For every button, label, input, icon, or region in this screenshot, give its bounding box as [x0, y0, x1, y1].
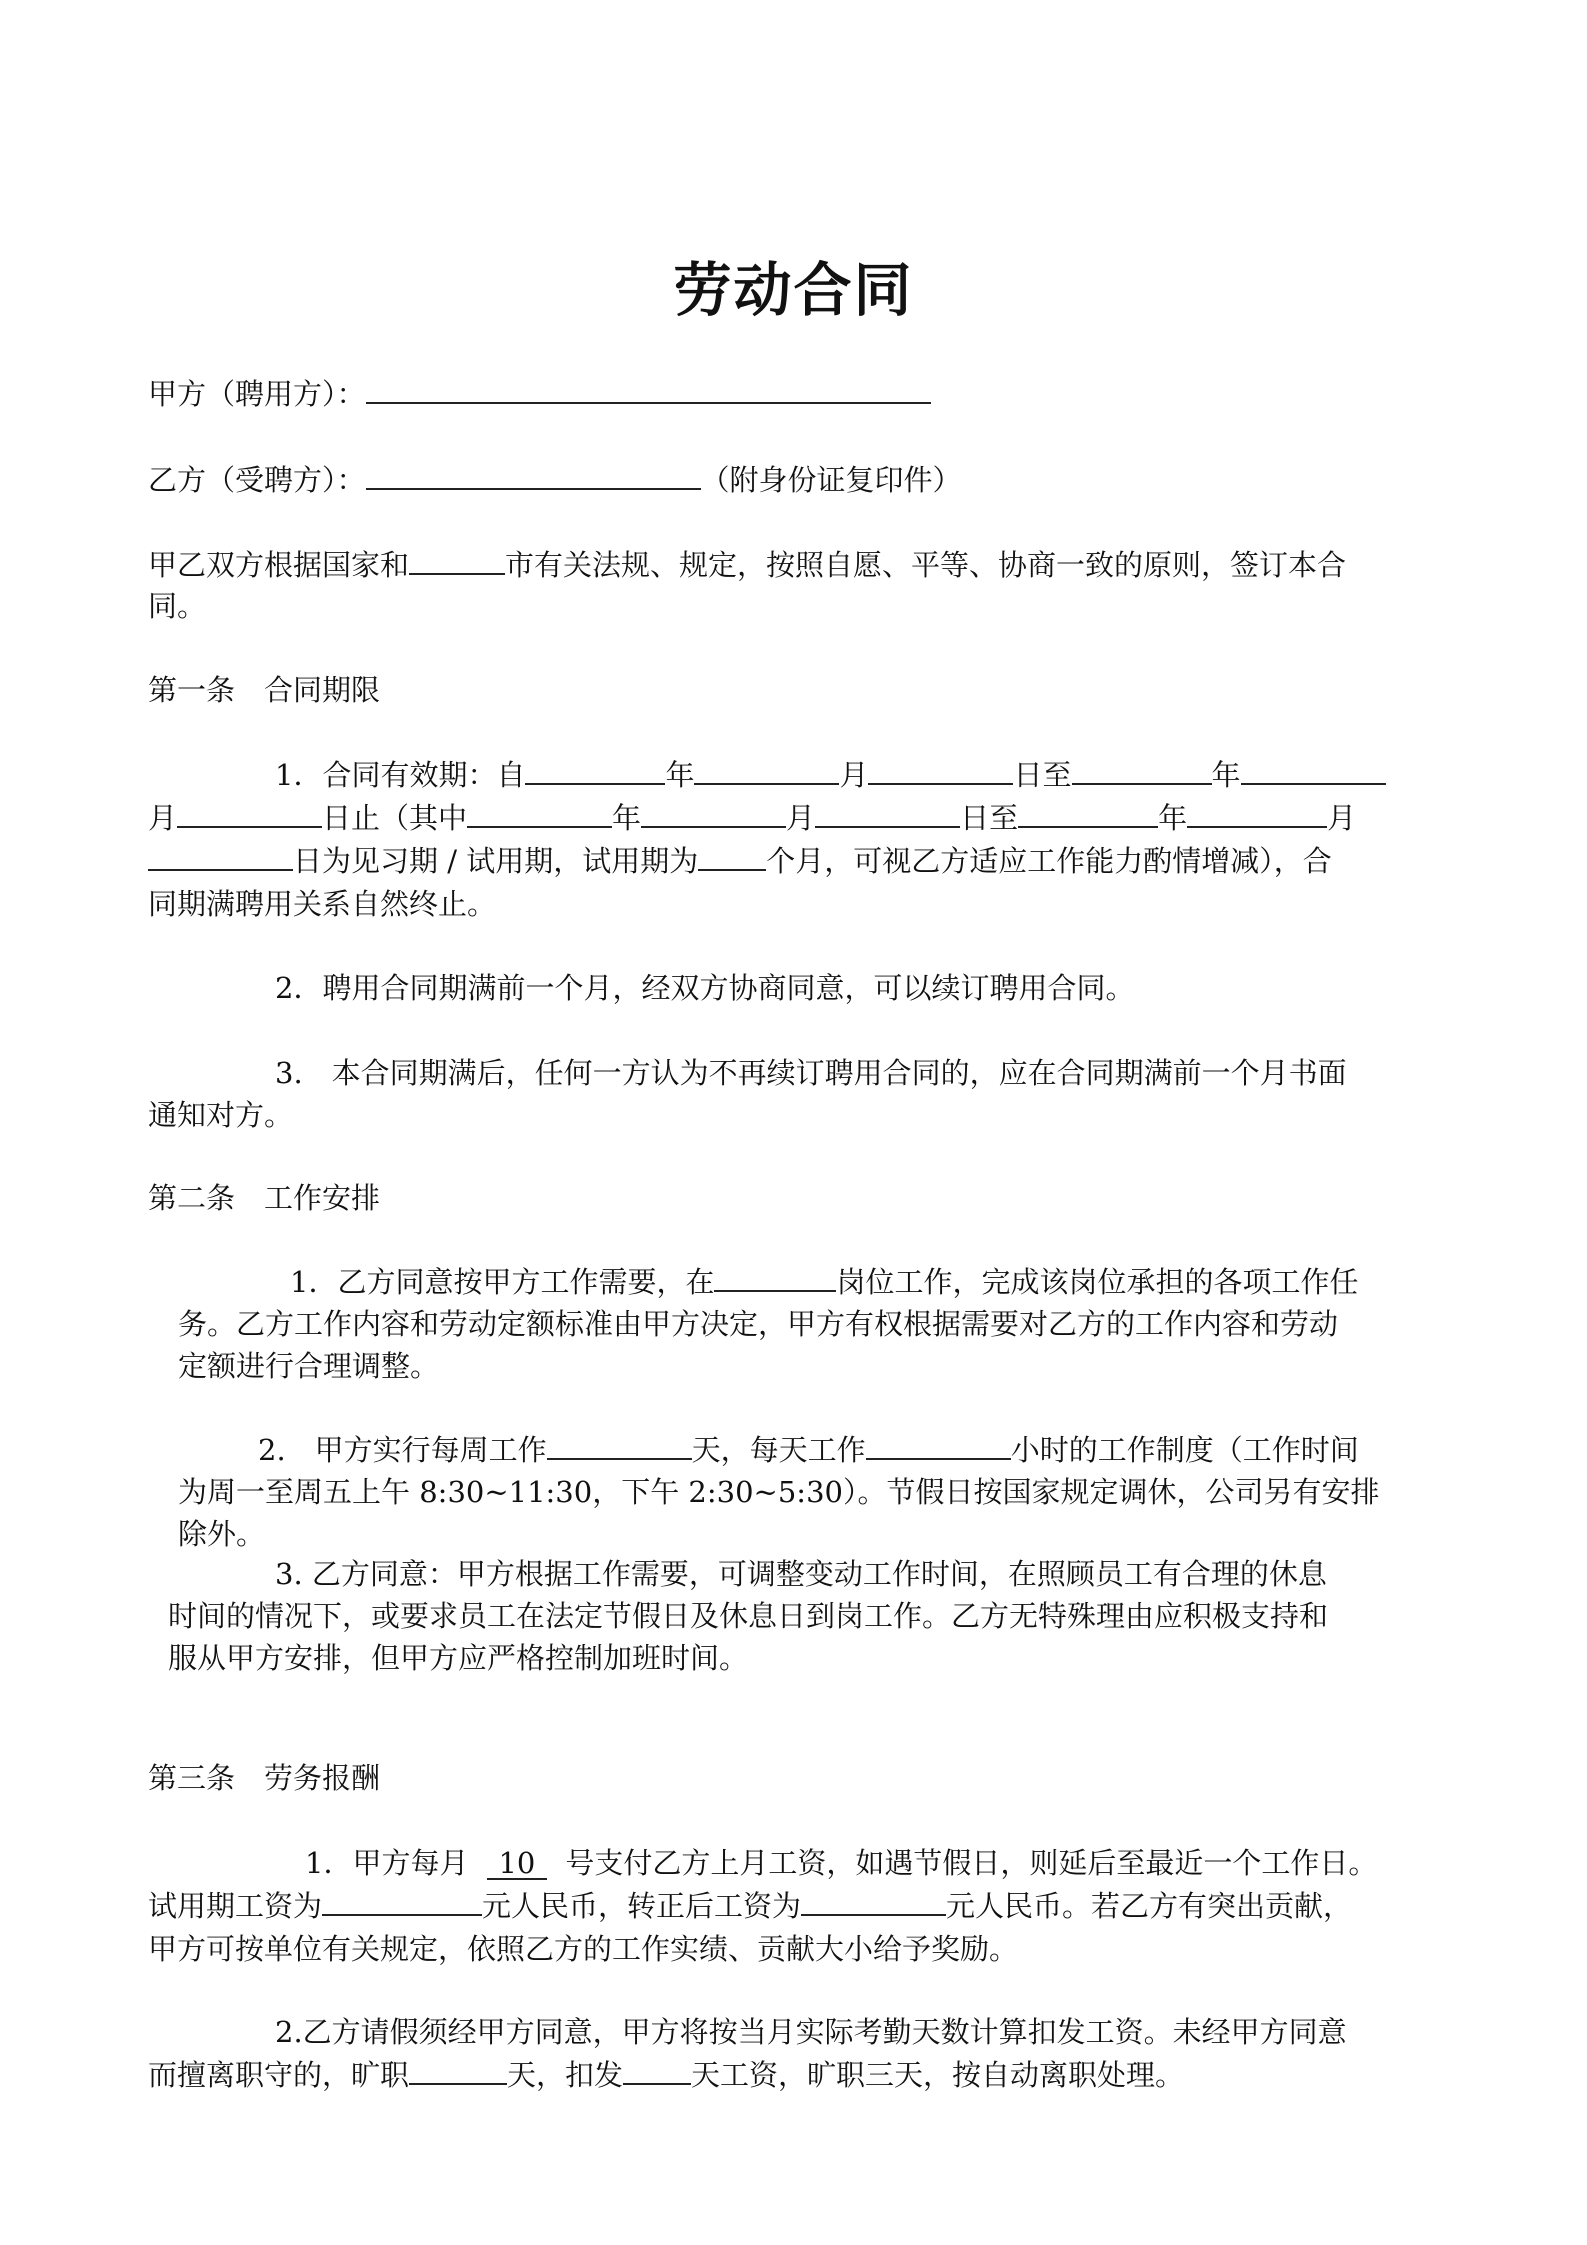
- deduct-days-blank[interactable]: [623, 2057, 691, 2085]
- pay-day-value[interactable]: 10: [487, 1848, 547, 1880]
- trial-start-year-blank[interactable]: [467, 800, 612, 828]
- article-2-heading: 第二条 工作安排: [148, 1181, 381, 1215]
- document-title: 劳动合同: [673, 256, 914, 324]
- trial-start-month-blank[interactable]: [641, 800, 786, 828]
- end-day-blank[interactable]: [177, 800, 322, 828]
- start-day-blank[interactable]: [868, 757, 1013, 785]
- article-2-p1-line-1: 1．乙方同意按甲方工作需要，在 岗位工作，完成该岗位承担的各项工作任: [290, 1265, 1359, 1299]
- article-1-p3-line-2: 通知对方。: [148, 1098, 294, 1132]
- party-b-note: （附身份证复印件）: [700, 463, 962, 497]
- trial-end-day-blank[interactable]: [148, 843, 293, 871]
- article-3-p2-line-1: 2.乙方请假须经甲方同意，甲方将按当月实际考勤天数计算扣发工资。未经甲方同意: [275, 2015, 1347, 2049]
- article-2-p3-line-1: 3. 乙方同意：甲方根据工作需要，可调整变动工作时间，在照顾员工有合理的休息: [275, 1557, 1327, 1591]
- hours-per-day-blank[interactable]: [866, 1432, 1011, 1460]
- absent-days-blank[interactable]: [409, 2057, 507, 2085]
- article-1-heading: 第一条 合同期限: [148, 673, 381, 707]
- party-a-label: 甲方（聘用方）：: [148, 377, 366, 411]
- intro-line-2: 同。: [148, 589, 207, 623]
- trial-end-month-blank[interactable]: [1187, 800, 1327, 828]
- trial-start-day-blank[interactable]: [815, 800, 960, 828]
- intro-line-1: 甲乙双方根据国家和 市有关法规、规定，按照自愿、平等、协商一致的原则，签订本合: [148, 548, 1347, 582]
- party-a-line: [148, 376, 931, 412]
- regular-salary-blank[interactable]: [801, 1888, 946, 1916]
- article-1-p1-line-1: 1．合同有效期：自 年 月 日至 年: [275, 757, 1386, 793]
- article-2-p3-line-3: 服从甲方安排，但甲方应严格控制加班时间。: [168, 1641, 749, 1675]
- article-1-p1-line-4: 同期满聘用关系自然终止。: [148, 887, 497, 921]
- article-3-p1-line-3: 甲方可按单位有关规定，依照乙方的工作实绩、贡献大小给予奖励。: [148, 1932, 1019, 1966]
- article-1-p1-line-2: 月 日止（其中 年 月 日至 年 月: [148, 801, 1357, 835]
- article-1-p1-line-3: 日为见习期 / 试用期，试用期为 个月，可视乙方适应工作能力酌情增减），合: [148, 843, 1332, 879]
- trial-salary-blank[interactable]: [322, 1888, 482, 1916]
- party-a-blank[interactable]: [366, 376, 931, 404]
- start-year-blank[interactable]: [525, 757, 665, 785]
- city-blank[interactable]: [409, 547, 505, 575]
- position-blank[interactable]: [714, 1264, 836, 1292]
- article-1-p3-line-1: 3. 本合同期满后，任何一方认为不再续订聘用合同的，应在合同期满前一个月书面: [275, 1056, 1347, 1090]
- article-2-p2-line-1: 2. 甲方实行每周工作 天，每天工作 小时的工作制度（工作时间: [258, 1433, 1359, 1467]
- days-per-week-blank[interactable]: [547, 1432, 692, 1460]
- article-3-p1-line-1: 1．甲方每月 10 号支付乙方上月工资，如遇节假日，则延后至最近一个工作日。: [305, 1846, 1378, 1880]
- article-2-p2-line-3: 除外。: [178, 1517, 266, 1551]
- article-3-p2-line-2: 而擅离职守的，旷职 天，扣发 天工资，旷职三天，按自动离职处理。: [148, 2058, 1185, 2092]
- article-2-p1-line-3: 定额进行合理调整。: [178, 1349, 440, 1383]
- article-2-p1-line-2: 务。乙方工作内容和劳动定额标准由甲方决定，甲方有权根据需要对乙方的工作内容和劳动: [178, 1307, 1339, 1341]
- trial-months-blank[interactable]: [698, 843, 766, 871]
- start-month-blank[interactable]: [694, 757, 839, 785]
- article-3-p1-line-2: 试用期工资为 元人民币，转正后工资为 元人民币。若乙方有突出贡献，: [148, 1889, 1353, 1923]
- article-2-p3-line-2: 时间的情况下，或要求员工在法定节假日及休息日到岗工作。乙方无特殊理由应积极支持和: [168, 1599, 1329, 1633]
- article-1-p2: 2．聘用合同期满前一个月，经双方协商同意，可以续订聘用合同。: [275, 971, 1135, 1005]
- article-2-p2-line-2: 为周一至周五上午 8:30~11:30，下午 2:30~5:30）。节假日按国家规定调休，公司另有安排: [178, 1475, 1380, 1509]
- party-b-line: [148, 462, 962, 498]
- trial-end-year-blank[interactable]: [1018, 800, 1158, 828]
- end-month-blank-start[interactable]: [1241, 757, 1386, 785]
- party-b-label: 乙方（受聘方）：: [148, 463, 366, 497]
- article-3-heading: 第三条 劳务报酬: [148, 1761, 381, 1795]
- end-year-blank[interactable]: [1072, 757, 1212, 785]
- party-b-blank[interactable]: [366, 462, 701, 490]
